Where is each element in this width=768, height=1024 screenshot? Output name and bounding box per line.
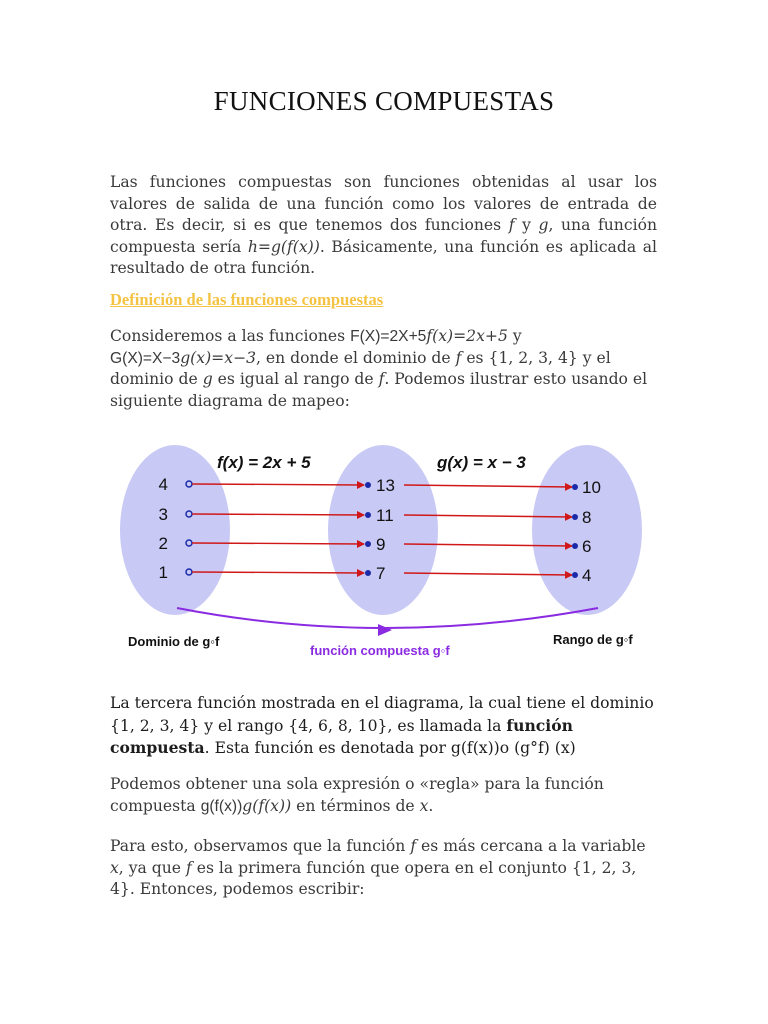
intro-text-4: . Básicamente, una función es aplicada al resultado de otra función. (110, 237, 657, 277)
middle-dot (365, 541, 371, 547)
middle-dot (365, 570, 371, 576)
range-ellipse (532, 445, 642, 615)
composite-caption: función compuesta g◦f (310, 643, 450, 658)
definition-paragraph (110, 326, 657, 412)
p5-f2: f (185, 858, 192, 877)
def-text-6: . Podemos ilustrar esto usando el siguiente diagrama de mapeo: (110, 370, 648, 410)
def-gx: g(x)=x−3 (180, 348, 256, 367)
range-value: 10 (582, 478, 601, 497)
intro-text-3: , una función compuesta sería (110, 216, 657, 256)
def-text-5: es igual al rango de (212, 370, 379, 388)
domain-ellipse (120, 445, 230, 615)
intro-paragraph (110, 172, 657, 280)
label-g: g(x) = x − 3 (437, 453, 526, 472)
p3-bold: función compuesta (110, 715, 573, 757)
range-value: 4 (582, 566, 592, 585)
range-dot (572, 484, 578, 490)
p5-text-2: es más cercana a la variable (416, 837, 646, 855)
middle-value: 11 (376, 506, 394, 525)
range-dot (572, 572, 578, 578)
def-f2: f (378, 370, 385, 388)
intro-h: h=g(f(x)) (247, 237, 320, 256)
p4-text-3: . (428, 796, 434, 815)
range-value: 8 (582, 508, 592, 527)
p5-text-1: Para esto, observamos que la función (110, 837, 411, 855)
observation-paragraph (110, 836, 657, 901)
middle-dot (365, 482, 371, 488)
f-arrow (192, 572, 364, 573)
def-text-3: , en donde el dominio de (256, 348, 456, 367)
p4-sans: g(f(x)) (200, 797, 243, 815)
f-arrow (192, 514, 364, 515)
composite-arrowhead (378, 624, 392, 636)
range-value: 6 (582, 537, 592, 556)
def-text-4: es {1, 2, 3, 4} y el dominio de (110, 348, 611, 388)
domain-value: 3 (158, 505, 168, 524)
p5-f: f (410, 837, 417, 855)
range-dot (572, 543, 578, 549)
def-G: G(X)=X−3 (110, 349, 181, 367)
middle-value: 13 (376, 476, 395, 495)
p5-text-4: es la primera función que opera en el conjunto {1, 2, 3, 4}. Entonces, podemos escribir: (110, 858, 637, 898)
intro-text-2: y (514, 216, 539, 234)
def-F: F(X)=2X+5 (350, 328, 427, 345)
range-caption: Rango de g◦f (553, 632, 633, 647)
p3-text-1: La tercera función mostrada en el diagrama, la cual tiene el dominio {1, 2, 3, 4} y el rango {4, 6, 8, 10}, es llamada la (110, 694, 654, 735)
composite-paragraph (110, 693, 657, 760)
f-arrow (192, 543, 364, 544)
p5-text-3: , ya que (118, 858, 186, 877)
mapping-diagram (110, 440, 658, 665)
p3-text-2: . Esta función es denotada por g(f(x))o (g°f) (x) (204, 739, 576, 757)
label-f: f(x) = 2x + 5 (217, 453, 311, 472)
p4-text-2: en términos de (291, 796, 420, 815)
page-title: FUNCIONES COMPUESTAS (213, 86, 555, 116)
p4-italic: g(f(x)) (242, 796, 292, 815)
middle-value: 7 (376, 564, 386, 583)
domain-caption: Dominio de g◦f (128, 634, 220, 649)
intro-f: f (508, 216, 515, 234)
p4-x: x (419, 796, 429, 815)
p5-x: x (110, 858, 119, 877)
intro-g: g (538, 216, 549, 234)
expression-paragraph (110, 774, 657, 817)
middle-dot (365, 512, 371, 518)
def-text-2: y (507, 327, 522, 345)
p4-text-1: Podemos obtener una sola expresión o «regla» para la función compuesta (110, 775, 604, 815)
section-heading-link[interactable]: Definición de las funciones compuestas (110, 290, 384, 309)
def-f: f (455, 348, 462, 367)
range-dot (572, 514, 578, 520)
domain-value: 4 (158, 475, 168, 494)
def-fx: f(x)=2x+5 (426, 327, 508, 345)
middle-value: 9 (376, 535, 386, 554)
def-text-1: Consideremos a las funciones (110, 327, 351, 345)
middle-ellipse (328, 445, 438, 615)
f-arrow (192, 484, 364, 485)
domain-value: 2 (158, 534, 168, 553)
def-g: g (202, 370, 213, 388)
domain-value: 1 (158, 563, 168, 582)
intro-text-1: Las funciones compuestas son funciones obtenidas al usar los valores de salida de una función como los valores de entrada de otra. Es decir, si es que tenemos dos funciones (110, 173, 657, 234)
